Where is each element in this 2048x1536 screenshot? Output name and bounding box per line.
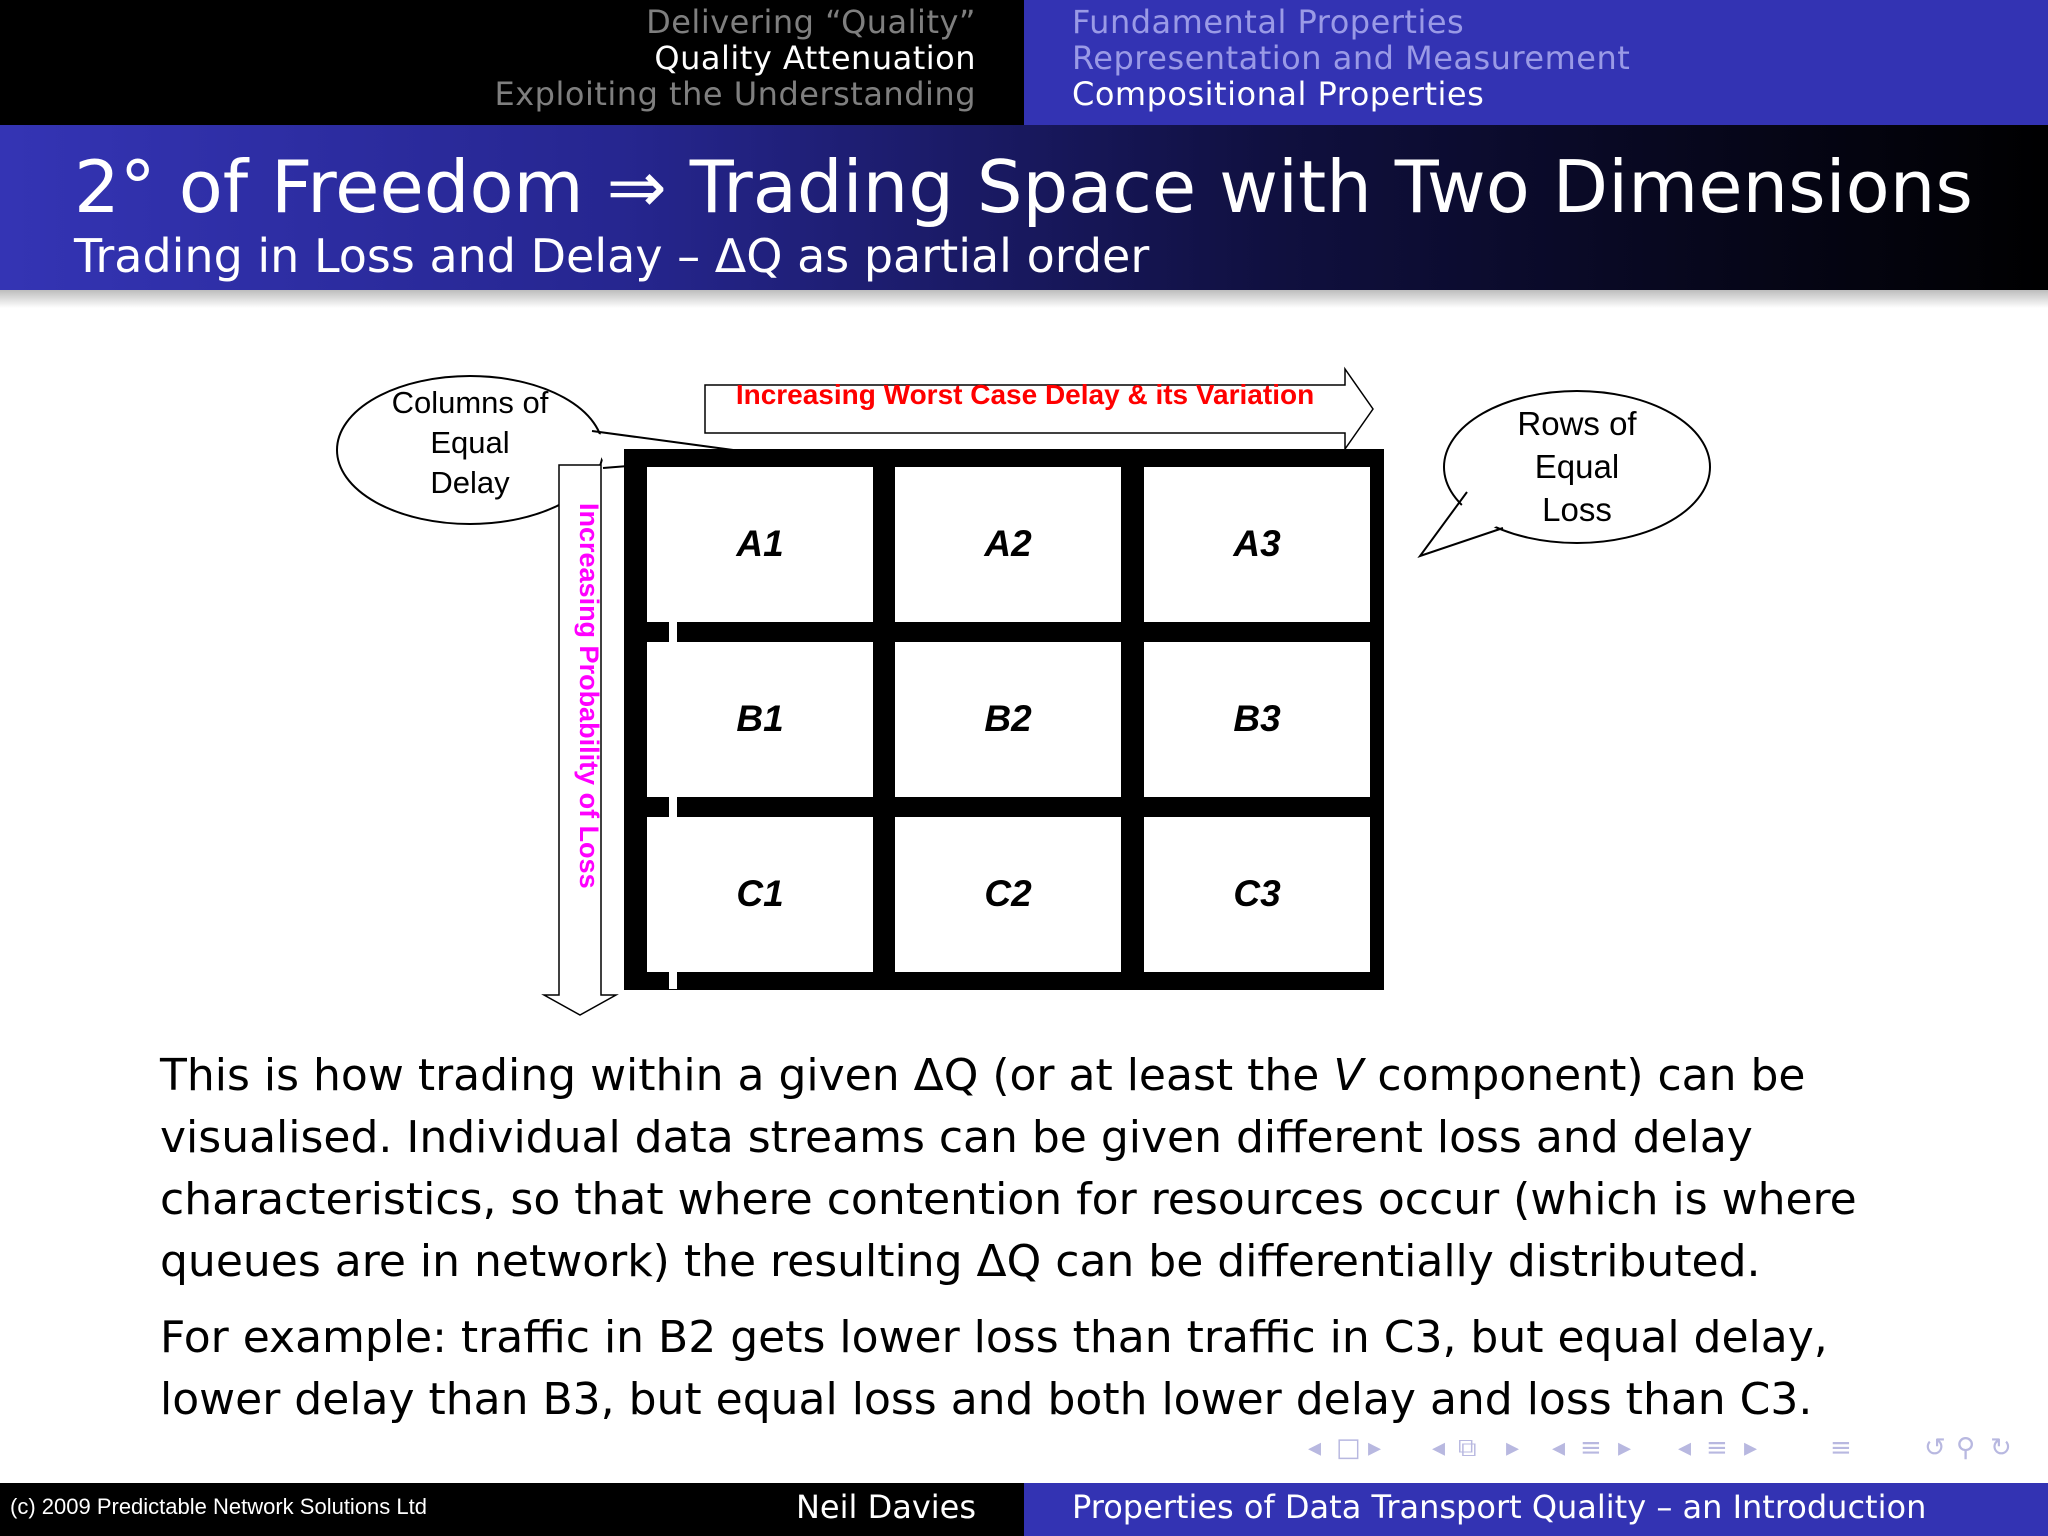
nav-subsection-compositional[interactable]: Compositional Properties bbox=[1072, 75, 1485, 113]
first-frame-icon[interactable]: ◂ bbox=[1308, 1433, 1322, 1463]
v-component-symbol: V bbox=[1333, 1050, 1364, 1101]
nav-section-delivering-quality[interactable]: Delivering “Quality” bbox=[646, 3, 976, 41]
prev-subsection-icon[interactable]: ◂ bbox=[1432, 1433, 1446, 1463]
nav-subsection-fundamental[interactable]: Fundamental Properties bbox=[1072, 3, 1465, 41]
body-paragraph-1 bbox=[160, 1045, 1900, 1293]
footer-talk-title: Properties of Data Transport Quality – an Introduction bbox=[1072, 1488, 1927, 1526]
rows-callout bbox=[1420, 391, 1710, 556]
columns-callout-line-3: Delay bbox=[430, 465, 510, 500]
section-icon[interactable]: ≡ bbox=[1580, 1433, 1602, 1463]
cell-c2-label: C2 bbox=[984, 873, 1032, 914]
body-text bbox=[160, 1045, 1900, 1445]
cell-b3-label: B3 bbox=[1233, 698, 1281, 739]
cell-c1-label: C1 bbox=[736, 873, 784, 914]
forward-icon[interactable]: ↻ bbox=[1990, 1433, 2012, 1463]
trading-grid bbox=[624, 449, 1384, 990]
body-paragraph-1-part-a: This is how trading within a given ΔQ (or at least the bbox=[160, 1050, 1334, 1101]
footer-right bbox=[1024, 1483, 2048, 1536]
prev-slide-icon[interactable]: ◂ bbox=[1678, 1433, 1692, 1463]
next-frame-icon[interactable]: ▸ bbox=[1368, 1433, 1382, 1463]
cell-b2-label: B2 bbox=[984, 698, 1032, 739]
rows-callout-line-2: Equal bbox=[1534, 448, 1620, 485]
nav-subsection-representation[interactable]: Representation and Measurement bbox=[1072, 39, 1631, 77]
cell-a3-label: A3 bbox=[1233, 523, 1281, 564]
subsection-nav bbox=[1024, 0, 2048, 125]
cell-c3-label: C3 bbox=[1233, 873, 1281, 914]
footer-left bbox=[0, 1483, 1024, 1536]
body-paragraph-1-part-b: component) can be visualised. Individual data streams can be given different loss and delay characteristics, so that where contention for resources occur (which is where queues are in network) the resulting ΔQ can be differentially distributed. bbox=[160, 1050, 1857, 1287]
footer bbox=[0, 1483, 2048, 1536]
cell-a1-label: A1 bbox=[736, 523, 784, 564]
section-nav bbox=[0, 0, 1024, 125]
loss-arrow bbox=[544, 465, 616, 1015]
align-icon[interactable]: ≡ bbox=[1830, 1433, 1852, 1463]
top-navigation bbox=[0, 0, 2048, 125]
title-shadow bbox=[0, 290, 2048, 308]
slide-icon[interactable]: ≡ bbox=[1706, 1433, 1728, 1463]
footer-copyright: (c) 2009 Predictable Network Solutions Ltd bbox=[10, 1494, 427, 1519]
frame-icon[interactable]: □ bbox=[1336, 1433, 1361, 1463]
back-icon[interactable]: ↺ bbox=[1924, 1433, 1946, 1463]
trading-space-diagram bbox=[320, 355, 1740, 1035]
nav-section-quality-attenuation[interactable]: Quality Attenuation bbox=[654, 39, 976, 77]
columns-callout-line-1: Columns of bbox=[391, 385, 549, 420]
footer-author: Neil Davies bbox=[795, 1488, 976, 1526]
beamer-navigation bbox=[1300, 1433, 2040, 1473]
loss-arrow-label: Increasing Probability of Loss bbox=[574, 503, 604, 889]
next-section-icon[interactable]: ▸ bbox=[1618, 1433, 1632, 1463]
next-slide-icon[interactable]: ▸ bbox=[1744, 1433, 1758, 1463]
subsection-icon[interactable]: ⧉ bbox=[1458, 1433, 1477, 1463]
delay-arrow-label: Increasing Worst Case Delay & its Variation bbox=[735, 379, 1315, 410]
search-icon[interactable]: ⚲ bbox=[1956, 1433, 1976, 1463]
delay-arrow bbox=[705, 369, 1373, 449]
slide-subtitle: Trading in Loss and Delay – ΔQ as partial order bbox=[74, 229, 1150, 283]
nav-section-exploiting[interactable]: Exploiting the Understanding bbox=[494, 75, 976, 113]
next-subsection-icon[interactable]: ▸ bbox=[1506, 1433, 1520, 1463]
columns-callout-line-2: Equal bbox=[430, 425, 510, 460]
rows-callout-line-1: Rows of bbox=[1517, 405, 1637, 442]
rows-callout-line-3: Loss bbox=[1542, 491, 1612, 528]
cell-a2-label: A2 bbox=[984, 523, 1032, 564]
title-bar bbox=[0, 125, 2048, 290]
slide-title: 2° of Freedom ⇒ Trading Space with Two Dimensions bbox=[74, 145, 1973, 229]
prev-section-icon[interactable]: ◂ bbox=[1552, 1433, 1566, 1463]
cell-b1-label: B1 bbox=[736, 698, 784, 739]
body-paragraph-2: For example: traffic in B2 gets lower loss than traffic in C3, but equal delay, lower delay than B3, but equal loss and both lower delay and loss than C3. bbox=[160, 1312, 1828, 1425]
